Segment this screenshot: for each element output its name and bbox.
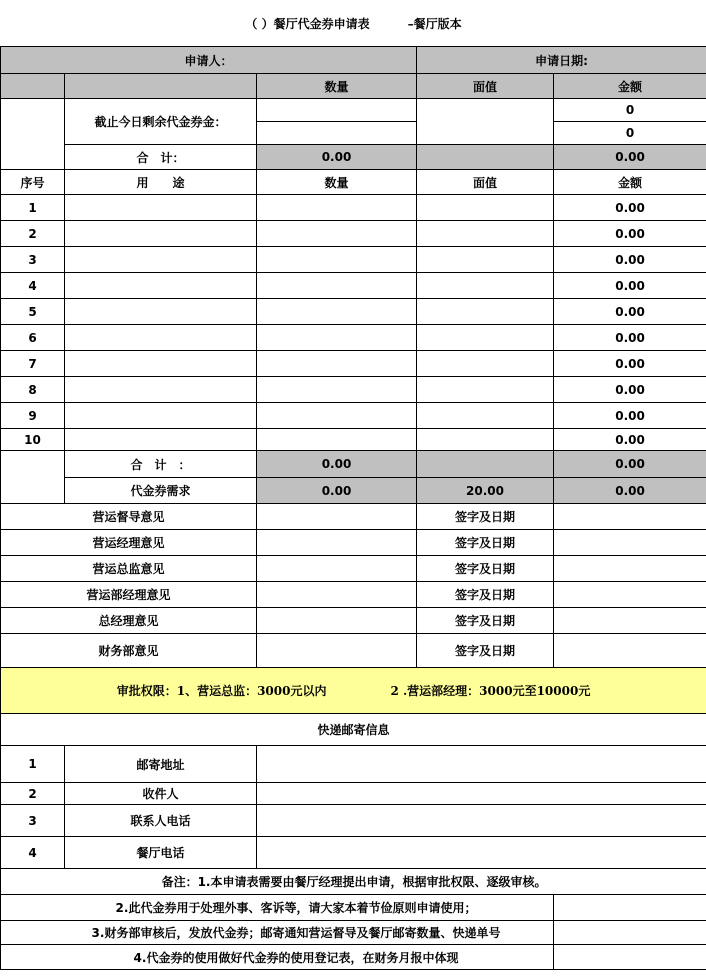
row-face[interactable] bbox=[417, 299, 554, 325]
usage-header-purpose: 用 途 bbox=[65, 170, 257, 195]
express-row bbox=[1, 746, 706, 783]
row-qty[interactable] bbox=[257, 351, 417, 377]
note-row bbox=[1, 869, 706, 895]
opinion-row bbox=[1, 530, 706, 556]
column-header-row bbox=[1, 74, 706, 99]
row-face[interactable] bbox=[417, 247, 554, 273]
sign-date-input[interactable] bbox=[554, 504, 706, 530]
sign-date-input[interactable] bbox=[554, 530, 706, 556]
row-seq: 7 bbox=[1, 351, 65, 377]
approval-manager: 2 .营运部经理：3000元至10000元 bbox=[390, 684, 591, 698]
express-label: 邮寄地址 bbox=[65, 746, 257, 783]
opinion-row bbox=[1, 556, 706, 582]
note-2-blank bbox=[554, 895, 706, 921]
usage-header-row bbox=[1, 170, 706, 195]
mail-address-input[interactable] bbox=[257, 746, 706, 783]
row-face[interactable] bbox=[417, 325, 554, 351]
express-row bbox=[1, 805, 706, 837]
table-row bbox=[1, 299, 706, 325]
approval-authority bbox=[1, 668, 706, 714]
sign-date-input[interactable] bbox=[554, 608, 706, 634]
row-seq: 5 bbox=[1, 299, 65, 325]
opinion-row bbox=[1, 582, 706, 608]
row-qty[interactable] bbox=[257, 403, 417, 429]
row-purpose[interactable] bbox=[65, 351, 257, 377]
note-row bbox=[1, 945, 706, 970]
demand-qty: 0.00 bbox=[257, 478, 417, 504]
usage-total-label: 合 计 ： bbox=[65, 451, 257, 478]
remaining-qty-2[interactable] bbox=[257, 122, 417, 145]
row-amount: 0.00 bbox=[554, 351, 706, 377]
opinion-label: 财务部意见 bbox=[1, 634, 257, 668]
note-2: 2.此代金券用于处理外事、客诉等，请大家本着节俭原则申请使用； bbox=[1, 895, 554, 921]
row-face[interactable] bbox=[417, 377, 554, 403]
express-seq: 1 bbox=[1, 746, 65, 783]
usage-total-blank bbox=[1, 451, 65, 504]
opinion-row bbox=[1, 634, 706, 668]
table-row bbox=[1, 273, 706, 299]
table-row bbox=[1, 351, 706, 377]
express-title-row bbox=[1, 714, 706, 746]
express-seq: 2 bbox=[1, 783, 65, 805]
opinion-label: 总经理意见 bbox=[1, 608, 257, 634]
opinion-label: 营运部经理意见 bbox=[1, 582, 257, 608]
table-row bbox=[1, 195, 706, 221]
table-row bbox=[1, 403, 706, 429]
sign-date-label: 签字及日期 bbox=[417, 556, 554, 582]
applicant-row bbox=[1, 47, 706, 74]
opinion-input[interactable] bbox=[257, 608, 417, 634]
demand-label: 代金券需求 bbox=[65, 478, 257, 504]
applicant-field[interactable]: 申请人： bbox=[1, 47, 417, 74]
row-qty[interactable] bbox=[257, 299, 417, 325]
opinion-input[interactable] bbox=[257, 582, 417, 608]
remaining-label: 截止今日剩余代金券金： bbox=[65, 99, 257, 145]
note-row bbox=[1, 921, 706, 945]
opinion-label: 营运督导意见 bbox=[1, 504, 257, 530]
apply-date-field[interactable]: 申请日期: bbox=[417, 47, 706, 74]
row-seq: 8 bbox=[1, 377, 65, 403]
opinion-label: 营运总监意见 bbox=[1, 556, 257, 582]
express-seq: 4 bbox=[1, 837, 65, 869]
usage-total-row bbox=[1, 451, 706, 478]
express-title: 快递邮寄信息 bbox=[1, 714, 706, 746]
remaining-face[interactable] bbox=[417, 99, 554, 145]
note-1: 备注：1.本申请表需要由餐厅经理提出申请，根据审批权限、逐级审核。 bbox=[1, 869, 706, 895]
note-3: 3.财务部审核后，发放代金券；邮寄通知营运督导及餐厅邮寄数量、快递单号 bbox=[1, 921, 554, 945]
remaining-total-qty: 0.00 bbox=[257, 145, 417, 170]
express-seq: 3 bbox=[1, 805, 65, 837]
row-seq: 6 bbox=[1, 325, 65, 351]
form-title bbox=[1, 0, 706, 47]
usage-total-qty: 0.00 bbox=[257, 451, 417, 478]
opinion-input[interactable] bbox=[257, 556, 417, 582]
sign-date-input[interactable] bbox=[554, 634, 706, 668]
opinion-row bbox=[1, 504, 706, 530]
row-amount: 0.00 bbox=[554, 195, 706, 221]
row-amount: 0.00 bbox=[554, 221, 706, 247]
table-row bbox=[1, 429, 706, 451]
row-seq: 4 bbox=[1, 273, 65, 299]
row-qty[interactable] bbox=[257, 273, 417, 299]
demand-face: 20.00 bbox=[417, 478, 554, 504]
row-qty[interactable] bbox=[257, 221, 417, 247]
remaining-row-1 bbox=[1, 99, 706, 122]
sign-date-label: 签字及日期 bbox=[417, 530, 554, 556]
opinion-label: 营运经理意见 bbox=[1, 530, 257, 556]
row-purpose[interactable] bbox=[65, 377, 257, 403]
usage-header-face: 面值 bbox=[417, 170, 554, 195]
table-row bbox=[1, 325, 706, 351]
note-4: 4.代金券的使用做好代金券的使用登记表，在财务月报中体现 bbox=[1, 945, 554, 970]
row-seq: 9 bbox=[1, 403, 65, 429]
row-amount: 0.00 bbox=[554, 403, 706, 429]
opinion-input[interactable] bbox=[257, 504, 417, 530]
usage-header-seq: 序号 bbox=[1, 170, 65, 195]
row-amount: 0.00 bbox=[554, 325, 706, 351]
table-row bbox=[1, 247, 706, 273]
remaining-total-amount: 0.00 bbox=[554, 145, 706, 170]
table-row bbox=[1, 377, 706, 403]
row-purpose[interactable] bbox=[65, 247, 257, 273]
row-seq: 3 bbox=[1, 247, 65, 273]
row-seq: 1 bbox=[1, 195, 65, 221]
sign-date-input[interactable] bbox=[554, 556, 706, 582]
opinion-row bbox=[1, 608, 706, 634]
demand-row bbox=[1, 478, 706, 504]
sign-date-label: 签字及日期 bbox=[417, 608, 554, 634]
sign-date-label: 签字及日期 bbox=[417, 582, 554, 608]
row-amount: 0.00 bbox=[554, 299, 706, 325]
row-face[interactable] bbox=[417, 403, 554, 429]
row-seq: 2 bbox=[1, 221, 65, 247]
row-purpose[interactable] bbox=[65, 273, 257, 299]
usage-total-face bbox=[417, 451, 554, 478]
header-qty: 数量 bbox=[257, 74, 417, 99]
header-face: 面值 bbox=[417, 74, 554, 99]
express-row bbox=[1, 783, 706, 805]
row-seq: 10 bbox=[1, 429, 65, 451]
row-qty[interactable] bbox=[257, 429, 417, 451]
approval-row bbox=[1, 668, 706, 714]
row-qty[interactable] bbox=[257, 195, 417, 221]
form-title-main: （ ）餐厅代金券申请表 bbox=[245, 16, 370, 31]
express-label: 收件人 bbox=[65, 783, 257, 805]
express-label: 联系人电话 bbox=[65, 805, 257, 837]
row-qty[interactable] bbox=[257, 377, 417, 403]
remaining-qty-1[interactable] bbox=[257, 99, 417, 122]
restaurant-phone-input[interactable] bbox=[257, 837, 706, 869]
sign-date-label: 签字及日期 bbox=[417, 504, 554, 530]
row-amount: 0.00 bbox=[554, 273, 706, 299]
sign-date-input[interactable] bbox=[554, 582, 706, 608]
express-row bbox=[1, 837, 706, 869]
row-face[interactable] bbox=[417, 429, 554, 451]
usage-total-amount: 0.00 bbox=[554, 451, 706, 478]
opinion-input[interactable] bbox=[257, 634, 417, 668]
usage-header-amount: 金额 bbox=[554, 170, 706, 195]
row-qty[interactable] bbox=[257, 247, 417, 273]
row-purpose[interactable] bbox=[65, 195, 257, 221]
demand-amount: 0.00 bbox=[554, 478, 706, 504]
header-blank bbox=[1, 74, 65, 99]
remaining-amount-1: 0 bbox=[554, 99, 706, 122]
note-4-blank bbox=[554, 945, 706, 970]
row-amount: 0.00 bbox=[554, 247, 706, 273]
table-row bbox=[1, 221, 706, 247]
row-amount: 0.00 bbox=[554, 429, 706, 451]
contact-phone-input[interactable] bbox=[257, 805, 706, 837]
approval-director: 审批权限：1、营运总监：3000元以内 bbox=[116, 684, 327, 698]
remaining-total-label: 合 计： bbox=[65, 145, 257, 170]
remaining-blank bbox=[1, 99, 65, 170]
note-3-blank bbox=[554, 921, 706, 945]
row-purpose[interactable] bbox=[65, 325, 257, 351]
usage-header-qty: 数量 bbox=[257, 170, 417, 195]
row-qty[interactable] bbox=[257, 325, 417, 351]
row-purpose[interactable] bbox=[65, 221, 257, 247]
remaining-total-face bbox=[417, 145, 554, 170]
remaining-total-row bbox=[1, 145, 706, 170]
header-blank-2 bbox=[65, 74, 257, 99]
sign-date-label: 签字及日期 bbox=[417, 634, 554, 668]
form-title-version: –餐厅版本 bbox=[407, 16, 462, 31]
row-face[interactable] bbox=[417, 195, 554, 221]
title-row bbox=[1, 0, 706, 47]
row-face[interactable] bbox=[417, 273, 554, 299]
express-label: 餐厅电话 bbox=[65, 837, 257, 869]
row-amount: 0.00 bbox=[554, 377, 706, 403]
row-purpose[interactable] bbox=[65, 429, 257, 451]
opinion-input[interactable] bbox=[257, 530, 417, 556]
note-row bbox=[1, 895, 706, 921]
header-amount: 金额 bbox=[554, 74, 706, 99]
recipient-input[interactable] bbox=[257, 783, 706, 805]
row-purpose[interactable] bbox=[65, 299, 257, 325]
row-face[interactable] bbox=[417, 351, 554, 377]
row-face[interactable] bbox=[417, 221, 554, 247]
remaining-amount-2: 0 bbox=[554, 122, 706, 145]
row-purpose[interactable] bbox=[65, 403, 257, 429]
